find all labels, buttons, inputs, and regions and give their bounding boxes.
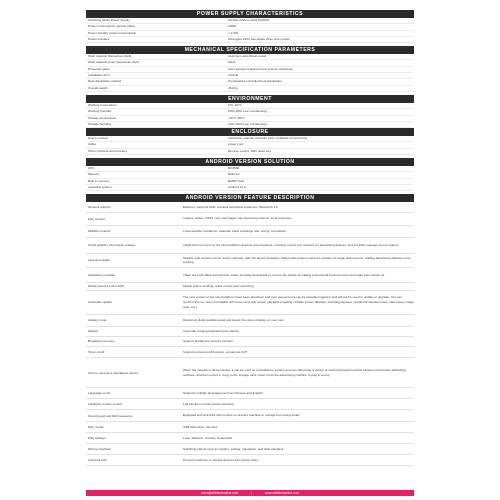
feature-row: [86, 388, 414, 399]
spec-label: Shell material (main frame/rear shell): [88, 60, 139, 65]
feature-description: Full function remote control operation: [183, 401, 235, 406]
feature-label: Picture playback: [88, 447, 111, 452]
feature-description: Install with one log in to the cloud platform anytime and anywhere, remotely control any network set advertising devices, and centrally manage across regions: [183, 242, 399, 247]
feature-row: [86, 410, 414, 422]
footer-separator: |: [251, 491, 252, 495]
feature-label: Breakpoint memory: [88, 339, 115, 344]
feature-label: Automatic update: [88, 300, 113, 305]
environment-section-title: ENVIRONMENT: [86, 95, 414, 103]
feature-label: Play media: [88, 425, 104, 430]
feature-row: [86, 455, 414, 466]
feature-description: Support breakpoint memory function: [183, 339, 233, 344]
spec-label: Installation form: [88, 73, 110, 78]
feature-label: Intelligent remote control: [88, 402, 122, 407]
android-rows: [86, 166, 414, 191]
spec-value: power cord: [228, 142, 244, 147]
feature-label: Security and anti theft measures: [88, 413, 133, 418]
footer-website[interactable]: www.skillfschonline.com: [264, 491, 300, 495]
feature-row: [86, 213, 414, 226]
spec-label: Working temperature: [88, 102, 117, 107]
spec-value: 20%~80% (non condensing): [228, 109, 267, 114]
mechanical-rows: [86, 54, 414, 92]
feature-label: Play settings: [88, 436, 106, 441]
android-section-title: ANDROID VERSION SOLUTION: [86, 158, 414, 166]
feature-description: Equipped with anti-theft lock function to prevent machine or storage from being stolen: [183, 413, 300, 418]
feature-label: Mobile Cloud Control APP: [88, 284, 124, 289]
spec-label: Memory: [88, 172, 100, 177]
spec-value: 0°C~50°C: [228, 102, 242, 107]
spec-label: Power standby power consumption: [88, 30, 137, 35]
feature-row: [86, 422, 414, 433]
feature-row: [86, 283, 414, 291]
footer-email[interactable]: sales@skillfschonline.com: [200, 491, 239, 495]
feature-description: USB flash drive, SD card: [183, 424, 218, 429]
spec-value: RK3568: [228, 166, 240, 171]
environment-rows: [86, 103, 414, 128]
spec-label: Cable: [88, 142, 97, 147]
feature-description: Switching effects such as rotation, scaling, translation, and slide playback: [183, 446, 284, 451]
feature-description: Automatic looping playback upon startup: [183, 328, 239, 333]
feature-description: Prevent machines or storage devices from being stolen: [183, 457, 259, 462]
feature-label: Startup: [88, 329, 98, 334]
spec-value: Temperature controlled heat dissipation: [228, 79, 282, 84]
spec-label: Heat dissipation method: [88, 79, 122, 84]
enclosure-rows: [86, 136, 414, 155]
spec-label: Built in memory: [88, 178, 110, 183]
feature-row: [86, 444, 414, 455]
spec-value: -20°C~55°C: [228, 115, 245, 120]
spec-value: DDR 4G: [228, 172, 240, 177]
feature-label: Can be used as a standalone device: [88, 370, 139, 375]
feature-label: Network support: [88, 204, 111, 209]
spec-value: 100W: [228, 24, 237, 29]
power-rows: [86, 18, 414, 43]
spec-label: Overall weight: [88, 85, 108, 90]
spec-value: 4mm tempered glass/7-level seismic resistance: [228, 66, 293, 71]
feature-label: Layout template: [88, 258, 111, 263]
spec-label: Power consumption (typical value): [88, 24, 136, 29]
spec-label: Other (optional accessories): [88, 148, 127, 153]
feature-description: Ethernet, supports WiFi, wireless peripheral expansion, Bluetooth 4.0: [183, 204, 278, 209]
spec-label: Working humidity: [88, 109, 112, 114]
feature-description: The new version of the cloud platform have been launched, and your own account can be instantly logged in and will not be need to update or upgrade. You can synchronize our new Controllable full screen and split screen playback (creating multiple screen displays, including big area, peripheral selection area, video area, image area, etc.): [183, 295, 414, 309]
spec-value: AC100~240V+/+10%,50/60Hz: [228, 18, 270, 22]
feature-description: Local weather conditions, calendar, bank exchange rate, timing, countdown: [183, 228, 287, 233]
spec-label: Switching Mode Power Supply: [88, 18, 130, 22]
spec-value: Zhongguo 220V two-phase three wire system: [228, 36, 291, 41]
spec-label: operating system: [88, 184, 112, 189]
spec-value: 10%~90% (non condensing): [228, 121, 267, 126]
spec-value: black: [228, 60, 236, 65]
feature-row: [86, 238, 414, 254]
feature-label: Language mode: [88, 391, 111, 396]
spec-label: CPU: [88, 166, 95, 171]
spec-label: Shell material (frame/rear shell): [88, 54, 132, 59]
feature-description: There are both static and dynamic online template downloads to remove the hassle of making promotional art documents and make them stand out: [183, 272, 385, 277]
feature-label: Interactive template: [88, 272, 115, 277]
feature-row: [86, 254, 414, 269]
feature-row: [86, 347, 414, 358]
feature-row: [86, 268, 414, 283]
spec-value: Instruction manual, warranty card, certificate of conformity: [228, 136, 308, 141]
feature-description: Multiple split screens can be freely matched, with rich layout templates. Mixed split screens solve the problem of single split screens, making advertising displays more exciting: [183, 255, 411, 265]
feature-label: display mode: [88, 318, 107, 323]
spec-label: Storage temperature: [88, 115, 117, 120]
enclosure-section-title: ENCLOSURE: [86, 128, 414, 136]
spec-value: Android 12.0: [228, 184, 246, 189]
features-section-title: ANDROID VERSION FEATURE DESCRIPTION: [86, 194, 414, 202]
feature-label: Cloud platform information release: [88, 243, 136, 248]
mechanical-section-title: MECHANICAL SPECIFICATION PARAMETERS: [86, 46, 414, 54]
spec-label: Protective glass: [88, 66, 110, 71]
feature-row: [86, 202, 414, 213]
spec-sheet: [86, 10, 414, 466]
feature-description: Supports multiple languages such as Chinese and English: [183, 390, 263, 395]
contact-footer: [86, 490, 414, 496]
spec-value: 46.2Kg: [228, 85, 238, 90]
spec-label: User's manual: [88, 136, 108, 141]
feature-row: [86, 399, 414, 410]
feature-label: Multiple controls: [88, 229, 111, 234]
feature-row: [86, 327, 414, 337]
feature-description: Mobile phone sending, quick control and monitoring: [183, 283, 254, 288]
feature-description: Loop, Random, Unicast, Sequential: [183, 435, 232, 440]
feature-label: Timer on/off: [88, 350, 105, 355]
spec-value: Remote control, WiFi head, key: [228, 148, 272, 153]
power-section-title: POWER SUPPLY CHARACTERISTICS: [86, 10, 414, 18]
spec-value: Vertical: [228, 73, 239, 78]
feature-description: When the network is disconnected, it can be used as a standalone version and can still create a variety of content through powerful backend information publishing software, and then export it. Copy to the storage card, insert it into the advertising machine to play in a loop: [183, 368, 406, 377]
feature-row: [86, 315, 414, 327]
spec-label: Power interface: [88, 36, 110, 41]
feature-label: Anti-theft lock: [88, 458, 107, 463]
feature-row: [86, 358, 414, 388]
feature-description: Randomly divide subtitle areas and layout the screen display on your own: [183, 317, 284, 322]
feature-label: Play content: [88, 216, 106, 221]
feature-description: Images, videos, PDFs, text, web pages, live streaming sources, local resources: [183, 216, 292, 221]
spec-value: < 2.5W: [228, 30, 238, 35]
feature-row: [86, 337, 414, 348]
feature-description: Supports timed on/off function, unmanned 24/7: [183, 349, 248, 354]
feature-row: [86, 291, 414, 315]
spec-value: EMMC 64G: [228, 178, 245, 183]
spec-label: Storage humidity: [88, 121, 112, 126]
features-rows: [86, 202, 414, 466]
feature-row: [86, 433, 414, 444]
feature-row: [86, 226, 414, 238]
spec-value: Aluminum alloy/sheet metal: [228, 54, 266, 59]
